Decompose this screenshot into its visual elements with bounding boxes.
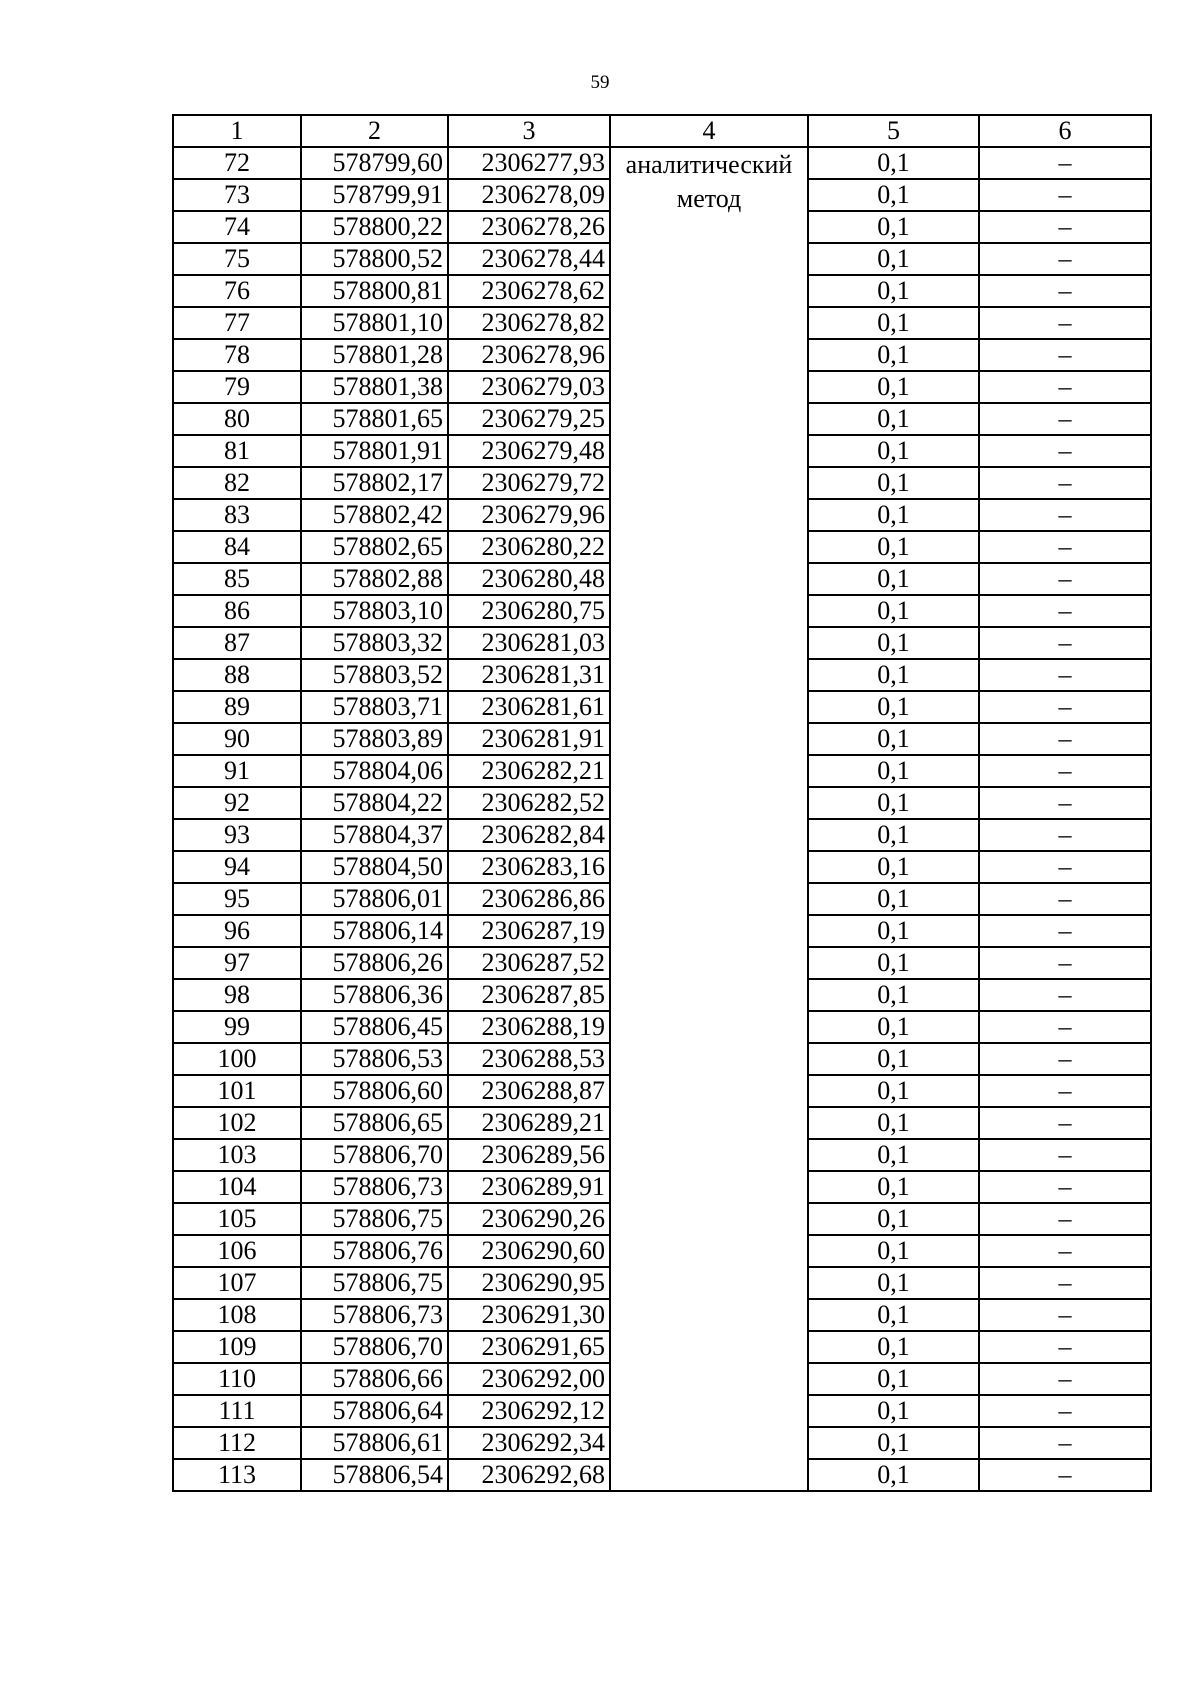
- table-cell: 109: [173, 1331, 301, 1363]
- table-cell: 99: [173, 1011, 301, 1043]
- table-cell: 98: [173, 979, 301, 1011]
- table-cell: 578799,60: [301, 147, 448, 179]
- table-cell: 0,1: [808, 1043, 979, 1075]
- table-cell: –: [979, 755, 1151, 787]
- table-cell: 2306290,26: [448, 1203, 610, 1235]
- table-cell: 0,1: [808, 947, 979, 979]
- table-cell: –: [979, 1075, 1151, 1107]
- table-cell: 2306281,31: [448, 659, 610, 691]
- table-cell: 2306283,16: [448, 851, 610, 883]
- table-cell: –: [979, 851, 1151, 883]
- table-cell: 104: [173, 1171, 301, 1203]
- table-cell: 72: [173, 147, 301, 179]
- table-cell: 578804,37: [301, 819, 448, 851]
- table-cell: 74: [173, 211, 301, 243]
- table-cell: –: [979, 403, 1151, 435]
- table-cell: 2306281,91: [448, 723, 610, 755]
- table-cell: –: [979, 1107, 1151, 1139]
- table-cell: 0,1: [808, 1267, 979, 1299]
- table-cell: 0,1: [808, 147, 979, 179]
- table-cell: 77: [173, 307, 301, 339]
- table-cell: –: [979, 915, 1151, 947]
- table-cell: 578806,01: [301, 883, 448, 915]
- table-cell: 2306280,22: [448, 531, 610, 563]
- table-cell: 78: [173, 339, 301, 371]
- table-cell: –: [979, 1203, 1151, 1235]
- table-cell: –: [979, 179, 1151, 211]
- table-cell: 0,1: [808, 787, 979, 819]
- table-cell: 95: [173, 883, 301, 915]
- method-cell: [610, 147, 808, 1491]
- table-cell: 578806,75: [301, 1203, 448, 1235]
- table-cell: –: [979, 1299, 1151, 1331]
- table-cell: 80: [173, 403, 301, 435]
- table-cell: 578804,50: [301, 851, 448, 883]
- table-cell: 94: [173, 851, 301, 883]
- table-cell: –: [979, 1427, 1151, 1459]
- table-cell: 0,1: [808, 851, 979, 883]
- table-cell: 578802,42: [301, 499, 448, 531]
- table-cell: –: [979, 531, 1151, 563]
- table-cell: 578806,64: [301, 1395, 448, 1427]
- table-cell: 578803,89: [301, 723, 448, 755]
- table-cell: 0,1: [808, 1075, 979, 1107]
- column-header: 1: [173, 115, 301, 147]
- table-cell: 0,1: [808, 1459, 979, 1491]
- table-cell: 2306291,30: [448, 1299, 610, 1331]
- table-cell: 2306280,75: [448, 595, 610, 627]
- table-cell: 82: [173, 467, 301, 499]
- table-cell: 578806,76: [301, 1235, 448, 1267]
- table-cell: 578803,32: [301, 627, 448, 659]
- table-cell: 111: [173, 1395, 301, 1427]
- table-cell: –: [979, 1139, 1151, 1171]
- table-cell: 2306292,68: [448, 1459, 610, 1491]
- table-cell: 0,1: [808, 1171, 979, 1203]
- table-cell: 2306281,61: [448, 691, 610, 723]
- table-cell: 578806,75: [301, 1267, 448, 1299]
- table-cell: 2306279,72: [448, 467, 610, 499]
- table-cell: –: [979, 1011, 1151, 1043]
- table-cell: 578800,81: [301, 275, 448, 307]
- table-cell: –: [979, 243, 1151, 275]
- table-cell: –: [979, 979, 1151, 1011]
- table-cell: 0,1: [808, 1331, 979, 1363]
- table-cell: –: [979, 1331, 1151, 1363]
- table-cell: 0,1: [808, 691, 979, 723]
- table-cell: 2306278,09: [448, 179, 610, 211]
- table-cell: 0,1: [808, 179, 979, 211]
- table-cell: 108: [173, 1299, 301, 1331]
- table-cell: 2306292,00: [448, 1363, 610, 1395]
- table-cell: 578806,66: [301, 1363, 448, 1395]
- table-cell: –: [979, 563, 1151, 595]
- table-cell: –: [979, 1235, 1151, 1267]
- table-cell: 578806,60: [301, 1075, 448, 1107]
- table-cell: 578806,73: [301, 1171, 448, 1203]
- table-cell: 2306279,96: [448, 499, 610, 531]
- table-row: [173, 147, 1151, 179]
- table-cell: 0,1: [808, 403, 979, 435]
- table-cell: 578803,52: [301, 659, 448, 691]
- table-cell: –: [979, 435, 1151, 467]
- table-cell: 578803,71: [301, 691, 448, 723]
- table-cell: 578806,45: [301, 1011, 448, 1043]
- table-cell: 2306289,21: [448, 1107, 610, 1139]
- table-cell: 84: [173, 531, 301, 563]
- table-cell: –: [979, 595, 1151, 627]
- coordinates-table: [172, 114, 1152, 1492]
- table-cell: 578804,06: [301, 755, 448, 787]
- table-cell: 578800,22: [301, 211, 448, 243]
- table-cell: 87: [173, 627, 301, 659]
- table-cell: 79: [173, 371, 301, 403]
- table-cell: 2306289,56: [448, 1139, 610, 1171]
- table-cell: 578800,52: [301, 243, 448, 275]
- table-cell: 103: [173, 1139, 301, 1171]
- table-cell: 2306292,12: [448, 1395, 610, 1427]
- table-cell: 83: [173, 499, 301, 531]
- table-cell: 0,1: [808, 371, 979, 403]
- table-cell: 578806,36: [301, 979, 448, 1011]
- table-cell: 2306282,84: [448, 819, 610, 851]
- table-cell: –: [979, 211, 1151, 243]
- table-cell: 0,1: [808, 1363, 979, 1395]
- table-cell: 578799,91: [301, 179, 448, 211]
- table-cell: 0,1: [808, 307, 979, 339]
- table-cell: 0,1: [808, 435, 979, 467]
- table-cell: 2306278,26: [448, 211, 610, 243]
- table-cell: –: [979, 467, 1151, 499]
- column-header: 2: [301, 115, 448, 147]
- table-cell: 2306289,91: [448, 1171, 610, 1203]
- table-cell: 92: [173, 787, 301, 819]
- table-cell: 0,1: [808, 1427, 979, 1459]
- table-cell: 2306279,25: [448, 403, 610, 435]
- table-cell: 2306287,52: [448, 947, 610, 979]
- table-cell: –: [979, 1043, 1151, 1075]
- table-cell: –: [979, 275, 1151, 307]
- table-cell: 85: [173, 563, 301, 595]
- table-cell: 113: [173, 1459, 301, 1491]
- table-cell: 578806,14: [301, 915, 448, 947]
- table-cell: 89: [173, 691, 301, 723]
- table-cell: 0,1: [808, 563, 979, 595]
- table-cell: 110: [173, 1363, 301, 1395]
- table-cell: 97: [173, 947, 301, 979]
- table-cell: –: [979, 307, 1151, 339]
- table-cell: 2306282,21: [448, 755, 610, 787]
- table-cell: 578803,10: [301, 595, 448, 627]
- table-cell: 0,1: [808, 979, 979, 1011]
- table-cell: 2306278,82: [448, 307, 610, 339]
- table-cell: 106: [173, 1235, 301, 1267]
- table-cell: 2306290,95: [448, 1267, 610, 1299]
- table-cell: 2306277,93: [448, 147, 610, 179]
- table-cell: –: [979, 723, 1151, 755]
- table-cell: 2306288,53: [448, 1043, 610, 1075]
- table-cell: 2306278,96: [448, 339, 610, 371]
- table-cell: 102: [173, 1107, 301, 1139]
- table-cell: 96: [173, 915, 301, 947]
- page-number: 59: [590, 72, 610, 93]
- table-cell: –: [979, 1363, 1151, 1395]
- table-cell: 2306286,86: [448, 883, 610, 915]
- table-cell: 2306287,85: [448, 979, 610, 1011]
- table-cell: 88: [173, 659, 301, 691]
- table-cell: 0,1: [808, 819, 979, 851]
- table-cell: 0,1: [808, 1011, 979, 1043]
- table-cell: 107: [173, 1267, 301, 1299]
- table-cell: 112: [173, 1427, 301, 1459]
- table-cell: –: [979, 1171, 1151, 1203]
- table-cell: –: [979, 691, 1151, 723]
- table-cell: –: [979, 1395, 1151, 1427]
- table-cell: 0,1: [808, 1395, 979, 1427]
- column-header: 4: [610, 115, 808, 147]
- table-cell: 105: [173, 1203, 301, 1235]
- table-cell: 91: [173, 755, 301, 787]
- table-cell: –: [979, 883, 1151, 915]
- table-cell: 0,1: [808, 723, 979, 755]
- table-cell: 2306279,03: [448, 371, 610, 403]
- table-cell: 578802,65: [301, 531, 448, 563]
- table-cell: 0,1: [808, 883, 979, 915]
- table-cell: 0,1: [808, 275, 979, 307]
- table-cell: –: [979, 499, 1151, 531]
- column-header: 5: [808, 115, 979, 147]
- table-cell: 578804,22: [301, 787, 448, 819]
- table-cell: 0,1: [808, 499, 979, 531]
- table-cell: 578806,70: [301, 1139, 448, 1171]
- table-cell: –: [979, 339, 1151, 371]
- table-cell: 578806,53: [301, 1043, 448, 1075]
- table-cell: 0,1: [808, 755, 979, 787]
- table-cell: –: [979, 1267, 1151, 1299]
- table-cell: 578801,28: [301, 339, 448, 371]
- table-cell: 2306278,62: [448, 275, 610, 307]
- table-cell: –: [979, 1459, 1151, 1491]
- table-cell: 2306288,19: [448, 1011, 610, 1043]
- table-cell: –: [979, 819, 1151, 851]
- table-cell: 0,1: [808, 595, 979, 627]
- table-cell: 2306288,87: [448, 1075, 610, 1107]
- table-cell: 90: [173, 723, 301, 755]
- table-cell: 86: [173, 595, 301, 627]
- table-cell: 0,1: [808, 1235, 979, 1267]
- table-cell: –: [979, 627, 1151, 659]
- table-header-row: [173, 115, 1151, 147]
- table-body: [173, 147, 1151, 1491]
- table-cell: 0,1: [808, 1107, 979, 1139]
- table-cell: 100: [173, 1043, 301, 1075]
- table-cell: 2306292,34: [448, 1427, 610, 1459]
- table-cell: 578806,73: [301, 1299, 448, 1331]
- table-cell: 578806,26: [301, 947, 448, 979]
- table-cell: 578801,91: [301, 435, 448, 467]
- table-cell: 0,1: [808, 1203, 979, 1235]
- table-cell: 578806,70: [301, 1331, 448, 1363]
- table-cell: 2306278,44: [448, 243, 610, 275]
- table-cell: –: [979, 659, 1151, 691]
- column-header: 3: [448, 115, 610, 147]
- table-cell: –: [979, 147, 1151, 179]
- table-cell: 2306280,48: [448, 563, 610, 595]
- table-cell: 0,1: [808, 531, 979, 563]
- column-header: 6: [979, 115, 1151, 147]
- table-cell: 0,1: [808, 211, 979, 243]
- table-cell: 578806,65: [301, 1107, 448, 1139]
- table-cell: 578801,65: [301, 403, 448, 435]
- method-line-1: аналитический: [625, 150, 793, 179]
- table-cell: 578802,88: [301, 563, 448, 595]
- table-cell: 2306279,48: [448, 435, 610, 467]
- table-cell: 101: [173, 1075, 301, 1107]
- table-cell: 93: [173, 819, 301, 851]
- table-cell: 73: [173, 179, 301, 211]
- table-cell: 0,1: [808, 467, 979, 499]
- table-cell: 2306287,19: [448, 915, 610, 947]
- table-cell: 75: [173, 243, 301, 275]
- table-cell: 0,1: [808, 243, 979, 275]
- table-cell: 578806,54: [301, 1459, 448, 1491]
- table-cell: –: [979, 371, 1151, 403]
- table-cell: 0,1: [808, 915, 979, 947]
- table-cell: –: [979, 947, 1151, 979]
- table-cell: 2306290,60: [448, 1235, 610, 1267]
- table-cell: 0,1: [808, 627, 979, 659]
- table-cell: 578801,10: [301, 307, 448, 339]
- table-cell: 81: [173, 435, 301, 467]
- table-cell: 578801,38: [301, 371, 448, 403]
- table-cell: 578806,61: [301, 1427, 448, 1459]
- table-cell: 0,1: [808, 339, 979, 371]
- table-cell: 0,1: [808, 659, 979, 691]
- table-cell: 2306291,65: [448, 1331, 610, 1363]
- table-cell: –: [979, 787, 1151, 819]
- table-cell: 76: [173, 275, 301, 307]
- table-cell: 0,1: [808, 1139, 979, 1171]
- table-cell: 2306282,52: [448, 787, 610, 819]
- table-cell: 2306281,03: [448, 627, 610, 659]
- table-cell: 0,1: [808, 1299, 979, 1331]
- method-line-2: метод: [676, 184, 742, 213]
- table-cell: 578802,17: [301, 467, 448, 499]
